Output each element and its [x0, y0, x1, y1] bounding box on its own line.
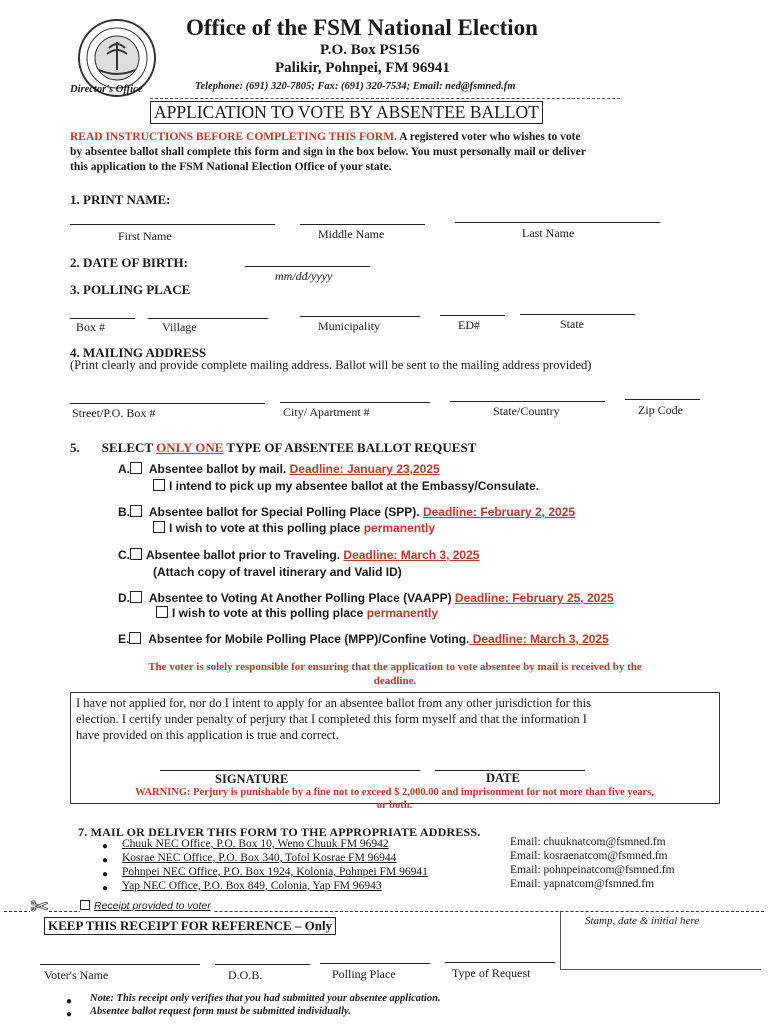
first-name-label: First Name	[118, 229, 172, 243]
zip-label: Zip Code	[638, 403, 683, 417]
instructions-lead: READ INSTRUCTIONS BEFORE COMPLETING THIS FORM.	[70, 131, 397, 143]
option-a-deadline: Deadline: January 23,2025	[289, 462, 440, 476]
option-d-sub-checkbox[interactable]	[156, 606, 168, 618]
receipt-voter-name: Voter's Name	[44, 968, 109, 982]
section7-heading: 7. MAIL OR DELIVER THIS FORM TO THE APPROPRIATE ADDRESS.	[78, 825, 481, 839]
section5-only-one: ONLY ONE	[156, 440, 224, 455]
office-yap: Yap NEC Office, P.O. Box 849, Colonia, Yap FM 96943	[122, 880, 382, 892]
instructions-line1: A registered voter who wishes to vote	[396, 131, 581, 143]
signature-label: SIGNATURE	[215, 772, 289, 786]
option-a-sub-checkbox[interactable]	[153, 479, 165, 491]
instructions-line2: by absentee ballot shall complete this form and sign in the box below. You must personally mail or deliver	[70, 146, 586, 158]
responsibility-line1: The voter is solely responsible for ensuring that the application to vote absentee by mail is received by the	[148, 661, 642, 673]
receipt-provided-text: Receipt provided to voter	[94, 900, 211, 912]
responsibility-note	[70, 660, 720, 688]
option-d-checkbox[interactable]	[130, 591, 142, 603]
middle-name-line[interactable]	[300, 224, 425, 225]
certification-line2: election. I certify under penalty of perjury that I completed this form myself and that the information I	[76, 712, 587, 726]
directors-office: Director's Office	[70, 84, 143, 95]
email-chuuk: Email: chuuknatcom@fsmned.fm	[510, 836, 666, 848]
section5-heading-post: TYPE OF ABSENTEE BALLOT REQUEST	[223, 440, 477, 455]
option-e[interactable]	[118, 632, 609, 646]
receipt-note1: Note: This receipt only verifies that you had submitted your absentee application.	[90, 993, 441, 1004]
zip-line[interactable]	[625, 399, 700, 400]
form-title: APPLICATION TO VOTE BY ABSENTEE BALLOT	[150, 101, 543, 124]
section4-note: (Print clearly and provide complete mailing address. Ballot will be sent to the mailing address provided)	[70, 358, 592, 372]
city-line[interactable]	[280, 402, 430, 403]
keep-receipt-label: KEEP THIS RECEIPT FOR REFERENCE – Only	[44, 917, 336, 935]
option-c-label: Absentee ballot prior to Traveling.	[146, 548, 341, 562]
option-a-letter: A.	[118, 462, 130, 476]
receipt-type-line[interactable]	[445, 962, 555, 963]
bullet-4: ●	[102, 883, 109, 894]
middle-name-label: Middle Name	[318, 227, 385, 241]
option-d-sub[interactable]	[156, 606, 438, 620]
box-label: Box #	[76, 320, 106, 334]
instructions	[70, 130, 760, 175]
receipt-dob-line[interactable]	[215, 964, 310, 965]
option-b-sub-text: I wish to vote at this polling place	[169, 521, 364, 535]
stamp-label: Stamp, date & initial here	[585, 915, 700, 927]
option-b-letter: B.	[118, 505, 130, 519]
first-name-line[interactable]	[70, 224, 275, 225]
header-location: Palikir, Pohnpei, FM 96941	[275, 60, 450, 76]
receipt-polling-line[interactable]	[320, 963, 430, 964]
last-name-line[interactable]	[455, 222, 660, 223]
option-e-deadline: Deadline: March 3, 2025	[469, 632, 609, 646]
option-d-label: Absentee to Voting At Another Polling Place (VAAPP)	[148, 591, 452, 605]
option-c-letter: C.	[118, 548, 130, 562]
certification-line1: I have not applied for, nor do I intent to apply for an absentee ballot from any other jurisdiction for this	[76, 696, 591, 710]
option-a-checkbox[interactable]	[130, 462, 142, 474]
header-divider	[150, 98, 620, 99]
box-line[interactable]	[70, 318, 135, 319]
email-kosrae: Email: kosraenatcom@fsmned.fm	[510, 850, 668, 862]
option-a-label: Absentee ballot by mail.	[148, 462, 287, 476]
option-a[interactable]	[118, 462, 440, 476]
state-country-label: State/Country	[493, 404, 560, 418]
option-c-sub-text: (Attach copy of travel itinerary and Valid ID)	[153, 565, 402, 579]
signature-line[interactable]	[160, 770, 420, 771]
street-line[interactable]	[70, 403, 265, 404]
section4-heading: 4. MAILING ADDRESS	[70, 345, 207, 360]
responsibility-line2: deadline.	[373, 675, 417, 687]
bullet-2: ●	[102, 855, 109, 866]
option-d[interactable]	[118, 591, 614, 605]
option-d-letter: D.	[118, 591, 130, 605]
option-d-deadline: Deadline: February 25, 2025	[454, 591, 614, 605]
warning-line1: WARNING: Perjury is punishable by a fine not to exceed $ 2,000.00 and imprisonment for not more than five years,	[135, 787, 654, 798]
option-e-checkbox[interactable]	[129, 632, 141, 644]
section2-heading: 2. DATE OF BIRTH:	[70, 255, 188, 270]
dob-line[interactable]	[245, 266, 370, 267]
perjury-warning	[72, 786, 717, 812]
section1-heading: 1. PRINT NAME:	[70, 192, 171, 207]
email-pohnpei: Email: pohnpeinatcom@fsmned.fm	[510, 864, 675, 876]
header-title: Office of the FSM National Election	[186, 15, 538, 40]
option-b-sub[interactable]	[153, 521, 435, 535]
option-c-deadline: Deadline: March 3, 2025	[343, 548, 480, 562]
state-line[interactable]	[520, 314, 635, 315]
bullet-1: ●	[102, 841, 109, 852]
option-b-permanently: permanently	[363, 521, 436, 535]
option-b-sub-checkbox[interactable]	[153, 521, 165, 533]
receipt-provided[interactable]	[80, 900, 214, 912]
village-label: Village	[162, 320, 197, 334]
dob-format: mm/dd/yyyy	[275, 269, 333, 283]
warning-line2: or both.	[376, 800, 413, 811]
receipt-dob: D.O.B.	[228, 968, 263, 982]
city-label: City/ Apartment #	[283, 405, 370, 419]
office-chuuk: Chuuk NEC Office, P.O. Box 10, Weno Chuuk FM 96942	[122, 838, 389, 850]
option-e-label: Absentee for Mobile Polling Place (MPP)/Confine Voting.	[148, 632, 470, 646]
option-a-sub[interactable]	[153, 479, 539, 493]
option-b-deadline: Deadline: February 2, 2025	[422, 505, 576, 519]
municipality-label: Municipality	[318, 319, 380, 333]
certification-text	[76, 695, 716, 743]
section5-heading-pre: SELECT	[101, 440, 157, 455]
municipality-line[interactable]	[300, 316, 420, 317]
certification-line3: have provided on this application is true and correct.	[76, 728, 339, 742]
option-a-sub-text: I intend to pick up my absentee ballot at the Embassy/Consulate.	[169, 479, 540, 493]
scissors-icon: ✄	[30, 894, 49, 919]
instructions-line3: this application to the FSM National Election Office of your state.	[70, 161, 392, 173]
receipt-type: Type of Request	[452, 966, 531, 980]
option-b[interactable]	[118, 505, 575, 519]
option-e-letter: E.	[118, 632, 130, 646]
receipt-provided-checkbox[interactable]	[80, 900, 90, 910]
option-c-checkbox[interactable]	[130, 548, 142, 560]
option-b-checkbox[interactable]	[130, 505, 142, 517]
option-d-sub-text: I wish to vote at this polling place	[172, 606, 367, 620]
receipt-voter-line[interactable]	[40, 964, 200, 965]
section5-num: 5.	[70, 440, 80, 455]
section5-heading	[70, 440, 476, 456]
section3-heading: 3. POLLING PLACE	[70, 282, 191, 297]
street-label: Street/P.O. Box #	[72, 406, 156, 420]
receipt-note2: Absentee ballot request form must be submitted individually.	[90, 1006, 351, 1017]
receipt-bullet-1: ●	[66, 996, 73, 1007]
receipt-polling-place: Polling Place	[332, 967, 396, 981]
option-d-permanently: permanently	[366, 606, 439, 620]
option-b-label: Absentee ballot for Special Polling Place (SPP).	[148, 505, 420, 519]
email-yap: Email: yapnatcom@fsmned.fm	[510, 878, 655, 890]
state-label: State	[560, 317, 584, 331]
header-contact: Telephone: (691) 320-7805; Fax: (691) 320-7534; Email: ned@fsmned.fm	[195, 81, 516, 92]
option-c-sub	[153, 565, 402, 579]
office-pohnpei: Pohnpei NEC Office, P.O. Box 1924, Kolonia, Pohnpei FM 96941	[122, 866, 428, 878]
option-c[interactable]	[118, 548, 479, 562]
ed-label: ED#	[458, 318, 480, 332]
state-country-line[interactable]	[450, 401, 605, 402]
receipt-bullet-2: ●	[66, 1009, 73, 1020]
office-kosrae: Kosrae NEC Office, P.O. Box 340, Tofol Kosrae FM 96944	[122, 852, 397, 864]
village-line[interactable]	[148, 318, 268, 319]
ed-line[interactable]	[440, 315, 505, 316]
last-name-label: Last Name	[522, 226, 575, 240]
date-label: DATE	[486, 771, 520, 785]
header-po-box: P.O. Box PS156	[320, 42, 420, 58]
bullet-3: ●	[102, 869, 109, 880]
